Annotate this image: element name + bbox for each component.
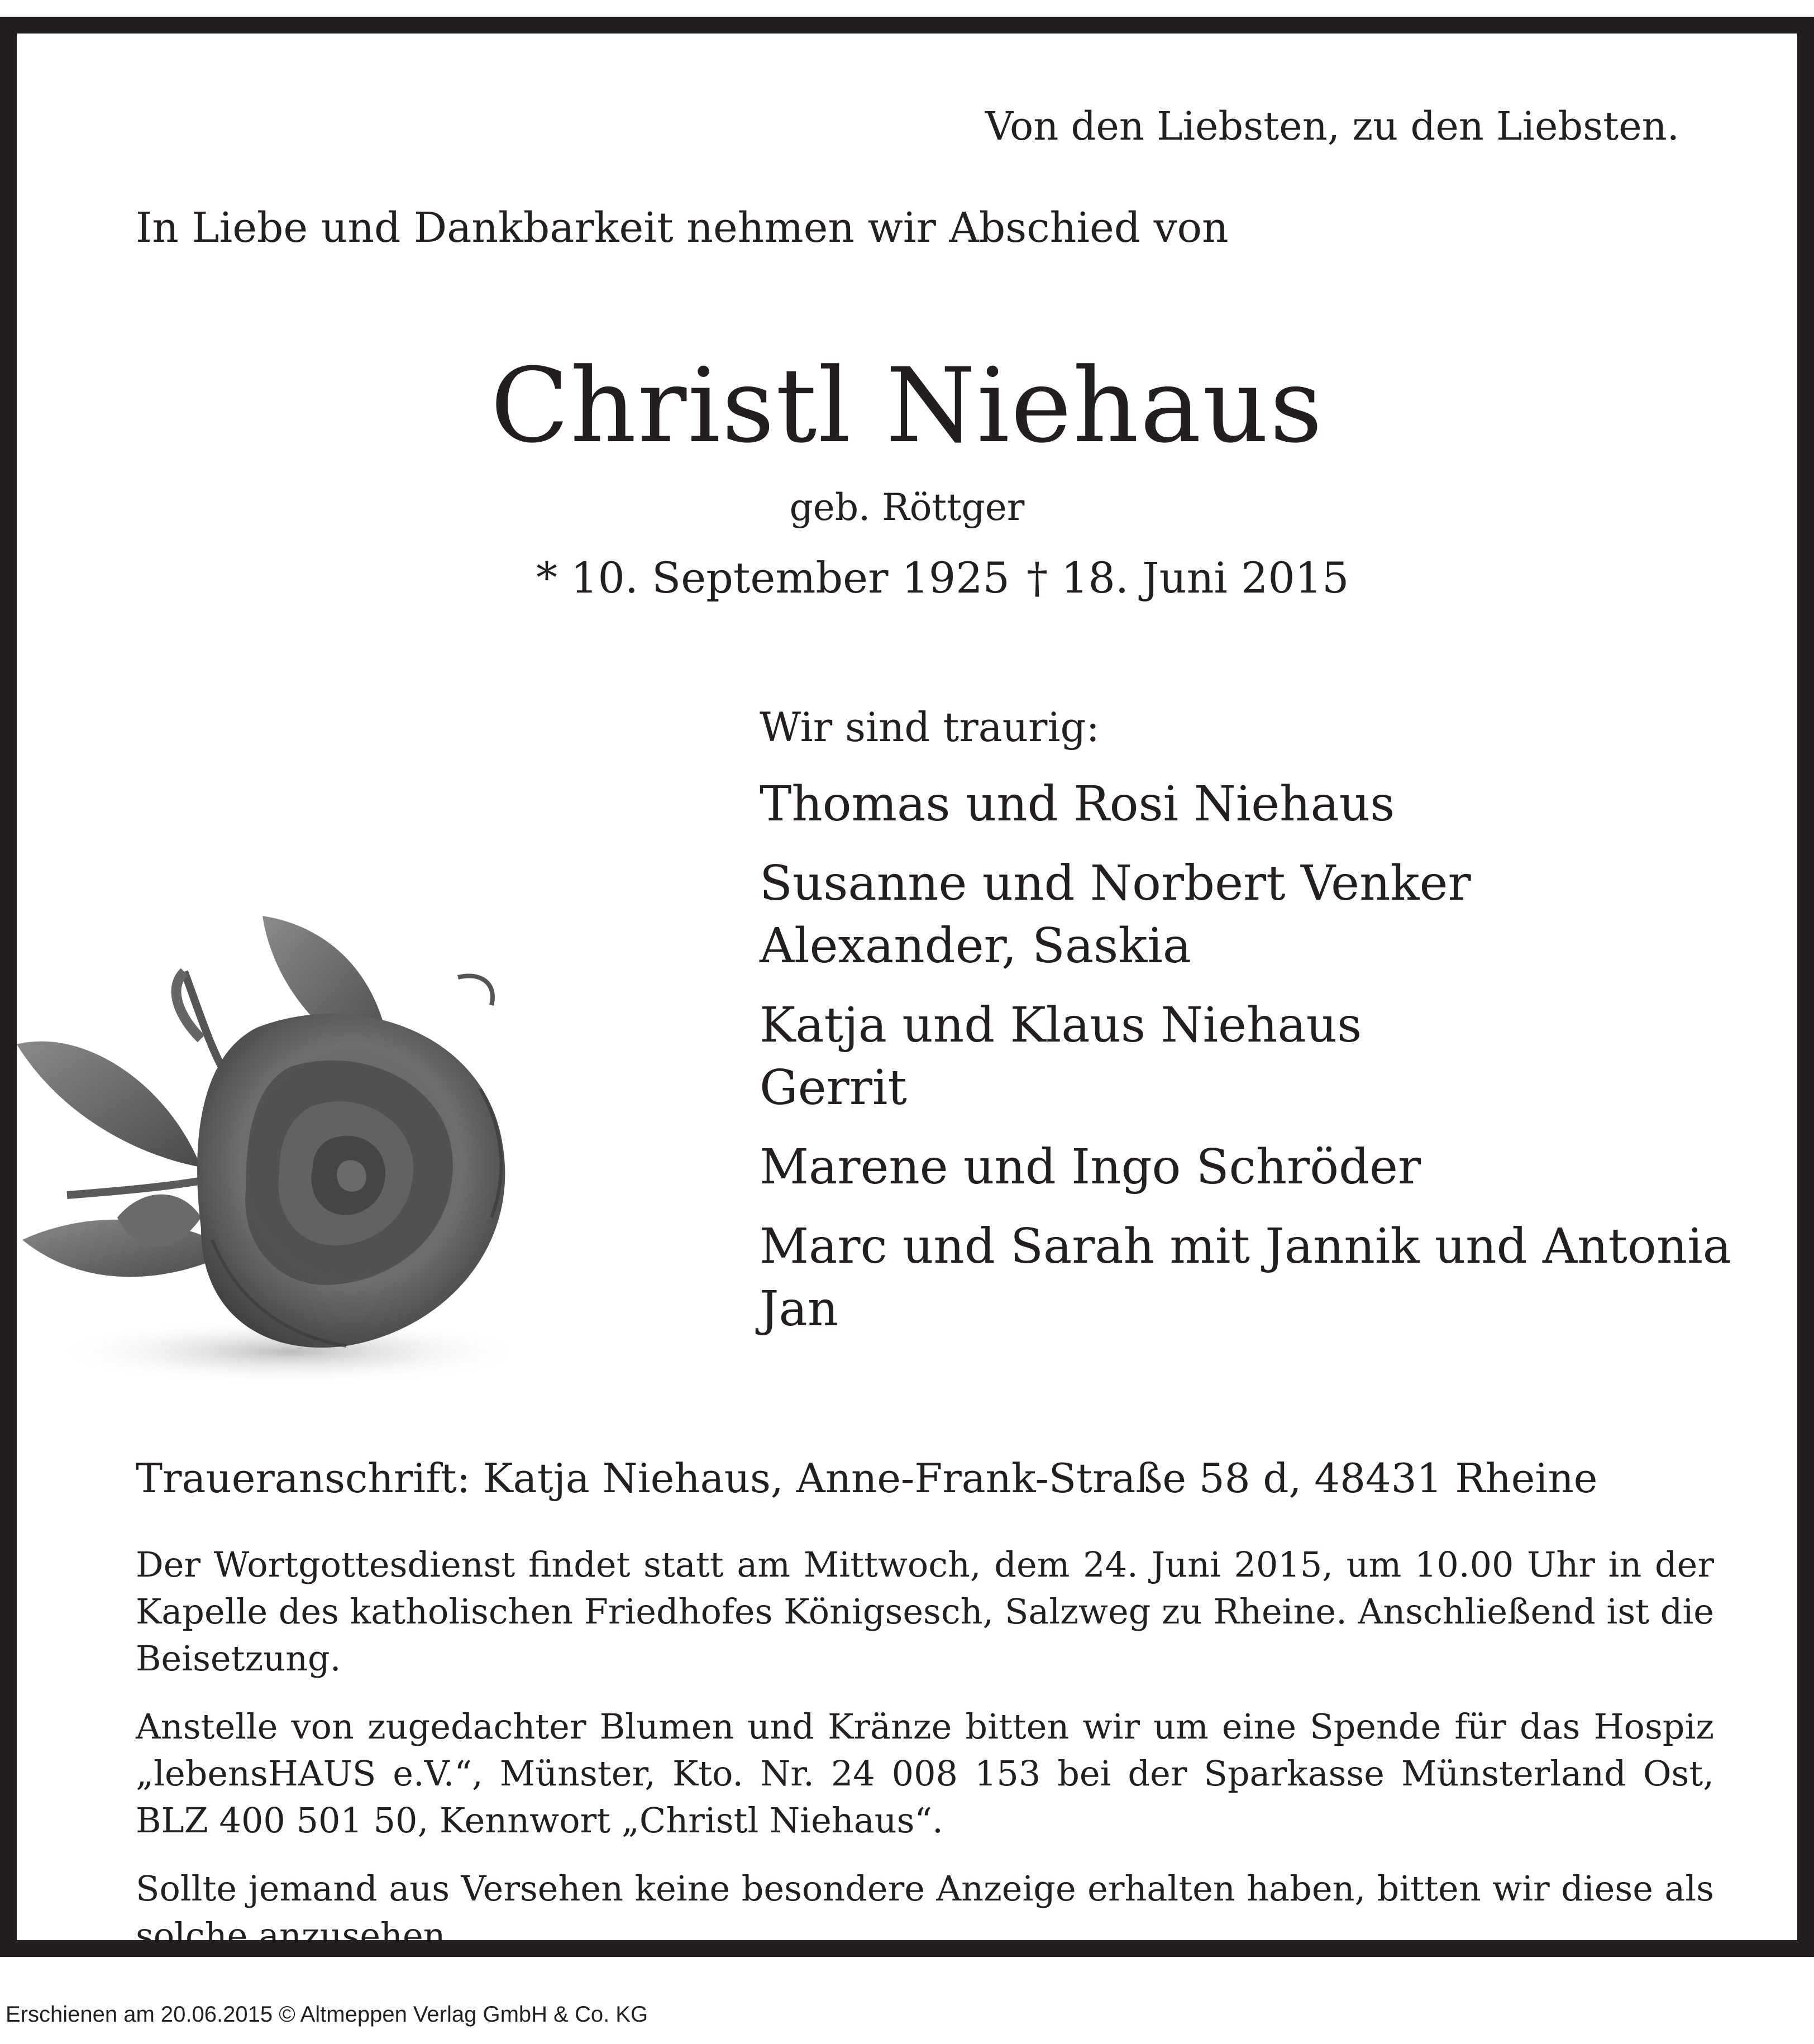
birth-date: * 10. September 1925 (536, 553, 1010, 603)
mourner-line: Jan (760, 1281, 839, 1337)
donation-paragraph: Anstelle von zugedachter Blumen und Kränze bitten wir um eine Spende für das Hospiz „lebensHAUS e.V.“, Münster, Kto. Nr. 24 008 153 bei der Sparkasse Münsterland Ost, BLZ 400 501 50, Kennwort „Christl Niehaus“. (136, 1706, 1714, 1841)
publication-footer: Erschienen am 20.06.2015 © Altmeppen Verlag GmbH & Co. KG (6, 2002, 648, 2027)
closing-paragraph: Sollte jemand aus Versehen keine besondere Anzeige erhalten haben, bitten wir diese als solche anzusehen. (136, 1868, 1714, 1956)
mourner-line: Katja und Klaus Niehaus (760, 997, 1362, 1053)
mourner-line: Marene und Ingo Schröder (760, 1139, 1421, 1195)
service-paragraph: Der Wortgottesdienst findet statt am Mittwoch, dem 24. Juni 2015, um 10.00 Uhr in der Kapelle des katholischen Friedhofes Königsesch, Salzweg zu Rheine. Anschließend ist die Beisetzung. (136, 1544, 1714, 1679)
death-date: † 18. Juni 2015 (1027, 553, 1349, 603)
maiden-name: geb. Röttger (789, 486, 1025, 529)
mourners-list (760, 704, 1731, 1357)
mourner-group (760, 852, 1731, 977)
mourner-group (760, 1136, 1731, 1198)
mourner-group (760, 994, 1731, 1119)
deceased-name: Christl Niehaus (490, 346, 1324, 466)
motto: Von den Liebsten, zu den Liebsten. (985, 103, 1679, 149)
intro-line: In Liebe und Dankbarkeit nehmen wir Abschied von (136, 204, 1229, 252)
mourner-group (760, 1215, 1731, 1340)
mourner-line: Marc und Sarah mit Jannik und Antonia (760, 1219, 1731, 1274)
mourner-line: Gerrit (760, 1060, 907, 1116)
rose-image (0, 905, 586, 1396)
mourner-group (760, 773, 1731, 835)
mourner-line: Susanne und Norbert Venker (760, 856, 1471, 911)
mourner-line: Thomas und Rosi Niehaus (760, 776, 1395, 832)
obituary-notice (0, 17, 1814, 1957)
mourners-heading: Wir sind traurig: (760, 704, 1100, 751)
mourner-line: Alexander, Saskia (760, 918, 1192, 974)
mourning-address: Traueranschrift: Katja Niehaus, Anne-Frank-Straße 58 d, 48431 Rheine (136, 1455, 1598, 1502)
